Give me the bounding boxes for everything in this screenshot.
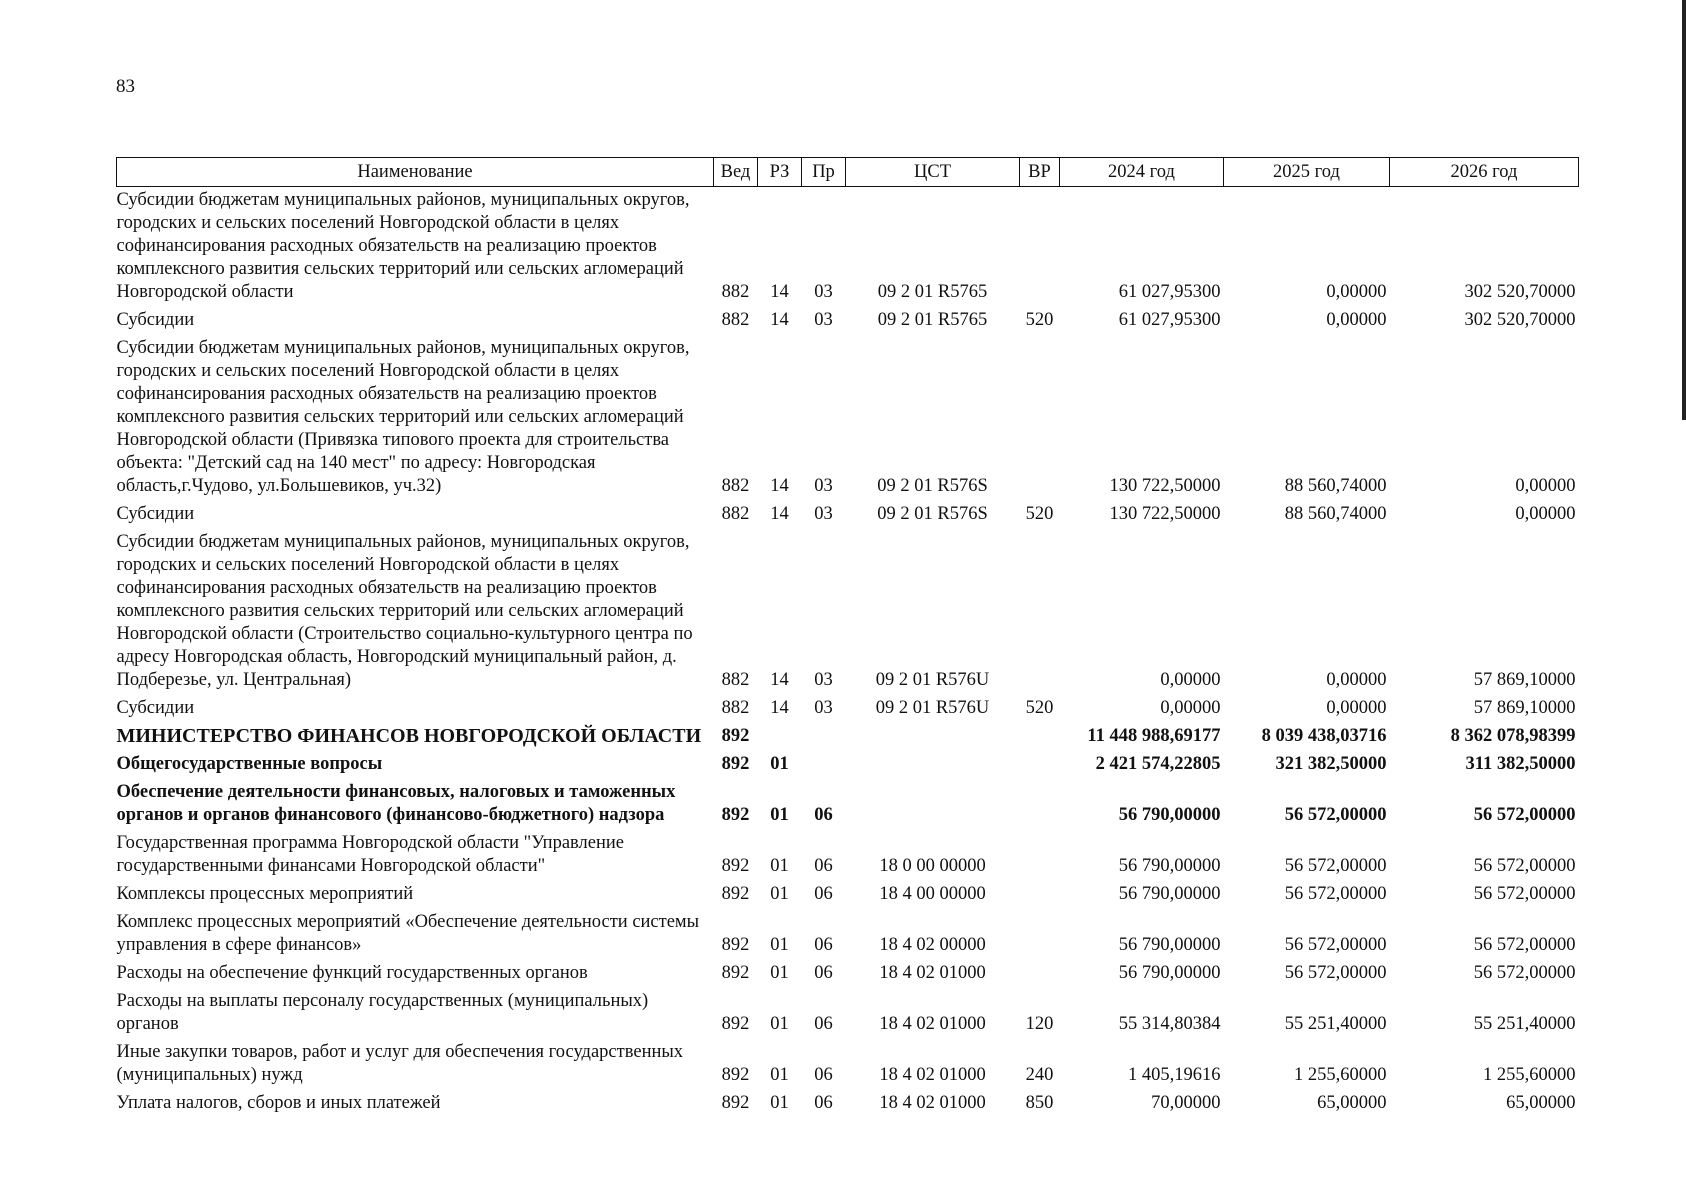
table-row (117, 909, 1579, 960)
cell-cst: 18 4 02 01000 (879, 1093, 986, 1113)
cell-cst: 18 4 02 00000 (879, 935, 986, 955)
table-body (117, 187, 1579, 1119)
cell-cst: 09 2 01 R576S (877, 476, 988, 496)
cell-rz: 01 (770, 754, 789, 774)
cell-rz: 01 (770, 1014, 789, 1034)
cell-2026: 0,00000 (1515, 476, 1576, 496)
cell-ved: 892 (721, 935, 750, 955)
cell-rz: 14 (770, 670, 789, 690)
cell-vr: 120 (1025, 1014, 1054, 1034)
cell-2024: 56 790,00000 (1118, 856, 1221, 876)
table-row (117, 830, 1579, 881)
cell-2025: 55 251,40000 (1284, 1014, 1387, 1034)
cell-2026: 1 255,60000 (1483, 1065, 1576, 1085)
cell-vr: 520 (1025, 310, 1054, 330)
cell-vr (1020, 909, 1060, 960)
cell-2026: 302 520,70000 (1464, 310, 1576, 330)
cell-2024: 0,00000 (1160, 698, 1221, 718)
cell-2026: 56 572,00000 (1473, 856, 1576, 876)
cell-cst: 18 4 02 01000 (879, 1014, 986, 1034)
cell-2025: 56 572,00000 (1284, 805, 1387, 825)
cell-pr: 03 (814, 698, 833, 718)
cell-rz: 14 (770, 282, 789, 302)
cell-2026: 57 869,10000 (1473, 698, 1576, 718)
cell-2024: 11 448 988,69177 (1087, 726, 1221, 746)
cell-cst: 18 4 02 01000 (879, 963, 986, 983)
cell-ved: 882 (721, 504, 750, 524)
cell-2024: 130 722,50000 (1109, 504, 1221, 524)
cell-ved: 882 (721, 282, 750, 302)
cell-name: Субсидии бюджетам муниципальных районов, муниципальных округов, городских и сельских поселений Новгородской области в целях софинансирования расходных обязательств на реализацию проектов комплексного развития сельских территорий или сельских агломераций Новгородской области (116, 190, 690, 302)
scan-edge-mark (1682, 0, 1686, 420)
table-row (117, 960, 1579, 988)
cell-vr (1020, 830, 1060, 881)
header-ved: Вед (714, 158, 758, 187)
cell-name: Комплексы процессных мероприятий (116, 884, 414, 904)
cell-vr (1020, 723, 1060, 751)
cell-name: Обеспечение деятельности финансовых, налоговых и таможенных органов и органов финансового (финансово-бюджетного) надзора (116, 782, 676, 825)
cell-rz: 14 (770, 698, 789, 718)
cell-ved: 882 (721, 670, 750, 690)
header-vr: ВР (1020, 158, 1060, 187)
cell-name: Субсидии (116, 504, 195, 524)
cell-pr (802, 751, 846, 779)
cell-name: Расходы на обеспечение функций государственных органов (116, 963, 588, 983)
cell-ved: 892 (721, 1065, 750, 1085)
table-row (117, 988, 1579, 1039)
header-2025: 2025 год (1224, 158, 1390, 187)
cell-vr: 520 (1025, 504, 1054, 524)
cell-pr: 06 (814, 884, 833, 904)
cell-2025: 8 039 438,03716 (1261, 726, 1387, 746)
table-row (117, 779, 1579, 830)
cell-vr: 240 (1025, 1065, 1054, 1085)
cell-2024: 70,00000 (1151, 1093, 1221, 1113)
cell-name: Субсидии (116, 698, 195, 718)
cell-name: Общегосударственные вопросы (116, 754, 383, 774)
cell-pr: 03 (814, 476, 833, 496)
cell-rz: 14 (770, 476, 789, 496)
cell-rz: 14 (770, 504, 789, 524)
cell-2025: 1 255,60000 (1294, 1065, 1387, 1085)
cell-2025: 56 572,00000 (1284, 856, 1387, 876)
cell-pr: 06 (814, 805, 833, 825)
cell-2026: 56 572,00000 (1473, 805, 1576, 825)
cell-rz: 01 (770, 1093, 789, 1113)
cell-name: Комплекс процессных мероприятий «Обеспечение деятельности системы управления в сфере финансов» (116, 912, 700, 955)
table-row (117, 723, 1579, 751)
cell-name: Государственная программа Новгородской области "Управление государственными финансами Новгородской области" (116, 833, 624, 876)
cell-2024: 61 027,95300 (1118, 282, 1221, 302)
cell-pr: 03 (814, 504, 833, 524)
cell-rz: 01 (770, 856, 789, 876)
cell-cst: 09 2 01 R5765 (877, 282, 988, 302)
cell-rz: 01 (770, 963, 789, 983)
cell-2024: 56 790,00000 (1118, 884, 1221, 904)
cell-ved: 892 (721, 726, 750, 746)
table-row (117, 501, 1579, 529)
cell-2026: 8 362 078,98399 (1450, 726, 1576, 746)
cell-2024: 56 790,00000 (1118, 963, 1221, 983)
cell-name: Субсидии (116, 310, 195, 330)
cell-cst (846, 779, 1020, 830)
cell-2025: 0,00000 (1326, 698, 1387, 718)
cell-2026: 57 869,10000 (1473, 670, 1576, 690)
table-row (117, 187, 1579, 308)
cell-rz: 01 (770, 884, 789, 904)
cell-name: Иные закупки товаров, работ и услуг для обеспечения государственных (муниципальных) нужд (116, 1042, 684, 1085)
header-2024: 2024 год (1060, 158, 1224, 187)
cell-2025: 0,00000 (1326, 670, 1387, 690)
header-pr: Пр (802, 158, 846, 187)
cell-vr (1020, 881, 1060, 909)
cell-pr: 06 (814, 963, 833, 983)
cell-2026: 65,00000 (1506, 1093, 1576, 1113)
cell-ved: 892 (721, 884, 750, 904)
cell-2025: 65,00000 (1317, 1093, 1387, 1113)
cell-2024: 130 722,50000 (1109, 476, 1221, 496)
header-rz: РЗ (758, 158, 802, 187)
cell-name: Субсидии бюджетам муниципальных районов, муниципальных округов, городских и сельских поселений Новгородской области в целях софинансирования расходных обязательств на реализацию проектов комплексного развития сельских территорий или сельских агломераций Новгородской области (Привязка типового проекта для строительства объекта: "Детский сад на 140 мест" по адресу: Новгородская область,г.Чудово, ул.Большевиков, уч.32) (116, 338, 690, 496)
cell-ved: 882 (721, 476, 750, 496)
cell-pr: 06 (814, 1065, 833, 1085)
cell-pr: 03 (814, 670, 833, 690)
cell-rz: 14 (770, 310, 789, 330)
cell-ved: 892 (721, 754, 750, 774)
cell-2026: 56 572,00000 (1473, 935, 1576, 955)
cell-vr (1020, 960, 1060, 988)
cell-vr (1020, 751, 1060, 779)
cell-pr: 06 (814, 856, 833, 876)
page-number: 83 (116, 76, 135, 97)
cell-rz: 01 (770, 1065, 789, 1085)
cell-2024: 55 314,80384 (1118, 1014, 1221, 1034)
table-row (117, 695, 1579, 723)
cell-2026: 0,00000 (1515, 504, 1576, 524)
header-row (117, 158, 1579, 187)
cell-2026: 56 572,00000 (1473, 884, 1576, 904)
cell-name: МИНИСТЕРСТВО ФИНАНСОВ НОВГОРОДСКОЙ ОБЛАСТИ (116, 725, 702, 747)
cell-2025: 56 572,00000 (1284, 935, 1387, 955)
cell-2026: 302 520,70000 (1464, 282, 1576, 302)
cell-name: Уплата налогов, сборов и иных платежей (116, 1093, 441, 1113)
cell-vr (1020, 335, 1060, 501)
cell-2025: 88 560,74000 (1284, 476, 1387, 496)
cell-name: Расходы на выплаты персоналу государственных (муниципальных) органов (116, 991, 649, 1034)
cell-cst (846, 751, 1020, 779)
cell-rz: 01 (770, 935, 789, 955)
cell-pr: 03 (814, 310, 833, 330)
cell-vr (1020, 779, 1060, 830)
cell-2026: 55 251,40000 (1473, 1014, 1576, 1034)
cell-ved: 892 (721, 1014, 750, 1034)
cell-2026: 311 382,50000 (1465, 754, 1576, 774)
header-cst: ЦСТ (846, 158, 1020, 187)
cell-cst: 09 2 01 R576U (875, 670, 990, 690)
cell-vr (1020, 187, 1060, 308)
cell-pr: 06 (814, 935, 833, 955)
cell-ved: 892 (721, 1093, 750, 1113)
cell-vr: 850 (1025, 1093, 1054, 1113)
cell-pr (802, 723, 846, 751)
table-row (117, 881, 1579, 909)
cell-name: Субсидии бюджетам муниципальных районов, муниципальных округов, городских и сельских поселений Новгородской области в целях софинансирования расходных обязательств на реализацию проектов комплексного развития сельских территорий или сельских агломераций Новгородской области (Строительство социально-культурного центра по адресу Новгородская область, Новгородский муниципальный район, д. Подберезье, ул. Центральная) (116, 532, 693, 690)
cell-2025: 56 572,00000 (1284, 963, 1387, 983)
cell-ved: 882 (721, 698, 750, 718)
cell-2024: 1 405,19616 (1128, 1065, 1221, 1085)
cell-cst: 18 0 00 00000 (879, 856, 986, 876)
cell-ved: 882 (721, 310, 750, 330)
cell-2025: 0,00000 (1326, 282, 1387, 302)
table-row (117, 751, 1579, 779)
table-row (117, 1039, 1579, 1090)
cell-2024: 56 790,00000 (1118, 805, 1221, 825)
cell-cst: 09 2 01 R5765 (877, 310, 988, 330)
budget-table (116, 157, 1579, 1118)
header-2026: 2026 год (1390, 158, 1579, 187)
cell-cst: 09 2 01 R576U (875, 698, 990, 718)
cell-cst: 09 2 01 R576S (877, 504, 988, 524)
cell-ved: 892 (721, 963, 750, 983)
table-row (117, 335, 1579, 501)
table-row (117, 307, 1579, 335)
cell-2024: 61 027,95300 (1118, 310, 1221, 330)
cell-cst: 18 4 02 01000 (879, 1065, 986, 1085)
cell-cst: 18 4 00 00000 (879, 884, 986, 904)
cell-rz: 01 (770, 805, 789, 825)
cell-2026: 56 572,00000 (1473, 963, 1576, 983)
cell-2025: 56 572,00000 (1284, 884, 1387, 904)
cell-2025: 88 560,74000 (1284, 504, 1387, 524)
table-row (117, 1090, 1579, 1118)
cell-2025: 0,00000 (1326, 310, 1387, 330)
cell-2024: 56 790,00000 (1118, 935, 1221, 955)
cell-pr: 03 (814, 282, 833, 302)
cell-2024: 2 421 574,22805 (1095, 754, 1221, 774)
cell-2024: 0,00000 (1160, 670, 1221, 690)
table-header (117, 158, 1579, 187)
cell-pr: 06 (814, 1014, 833, 1034)
cell-vr (1020, 529, 1060, 695)
header-name: Наименование (117, 158, 714, 187)
cell-cst (846, 723, 1020, 751)
cell-ved: 892 (721, 805, 750, 825)
table-row (117, 529, 1579, 695)
cell-rz (758, 723, 802, 751)
cell-pr: 06 (814, 1093, 833, 1113)
cell-2025: 321 382,50000 (1275, 754, 1387, 774)
cell-vr: 520 (1025, 698, 1054, 718)
cell-ved: 892 (721, 856, 750, 876)
